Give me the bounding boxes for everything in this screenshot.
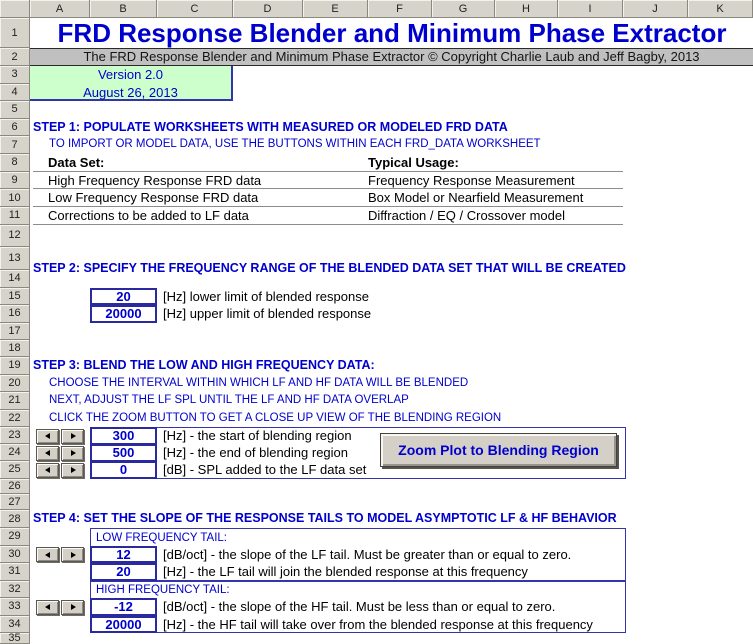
- spin-up-button[interactable]: [61, 429, 84, 444]
- row-header-cell[interactable]: 1: [0, 18, 30, 48]
- data-set-cell: Corrections to be added to LF data: [48, 208, 249, 223]
- lf-slope-label: [dB/oct] - the slope of the LF tail. Must be greater than or equal to zero.: [163, 546, 572, 562]
- row-header-cell[interactable]: 26: [0, 479, 30, 495]
- hf-slope-cell[interactable]: -12: [90, 598, 157, 616]
- left-triangle-icon: [42, 450, 50, 456]
- row-header-cell[interactable]: 27: [0, 494, 30, 510]
- copyright-bar: The FRD Response Blender and Minimum Phase Extractor © Copyright Charlie Laub and Jeff Bagby, 2013: [30, 48, 753, 66]
- lf-tail-title: LOW FREQUENCY TAIL:: [96, 531, 227, 544]
- spin-up-button[interactable]: [61, 600, 84, 615]
- row-header-cell[interactable]: 17: [0, 323, 30, 341]
- row-header-cell[interactable]: 25: [0, 461, 30, 479]
- row-header-cell[interactable]: 28: [0, 510, 30, 528]
- column-header-cell[interactable]: B: [90, 0, 157, 18]
- spin-up-button[interactable]: [61, 547, 84, 562]
- lf-spl-cell[interactable]: 0: [90, 461, 157, 479]
- table-row: [33, 172, 623, 190]
- blend-start-cell[interactable]: 300: [90, 427, 157, 445]
- spin-down-button[interactable]: [36, 429, 59, 444]
- row-header-cell[interactable]: 12: [0, 225, 30, 248]
- table-row: [33, 189, 623, 207]
- spin-up-button[interactable]: [61, 446, 84, 461]
- row-header-cell[interactable]: 8: [0, 154, 30, 172]
- lf-join-freq-label: [Hz] - the LF tail will join the blended response at this frequency: [163, 564, 528, 579]
- column-header-cell[interactable]: E: [303, 0, 368, 18]
- spin-up-button[interactable]: [61, 463, 84, 478]
- row-header-cell[interactable]: 15: [0, 288, 30, 306]
- hf-takeover-freq-label: [Hz] - the HF tail will take over from the blended response at this frequency: [163, 616, 593, 632]
- row-header-cell[interactable]: 13: [0, 247, 30, 270]
- lower-limit-label: [Hz] lower limit of blended response: [163, 288, 369, 304]
- column-header-cell[interactable]: C: [157, 0, 233, 18]
- version-date: August 26, 2013: [83, 84, 178, 100]
- row-header-cell[interactable]: 24: [0, 444, 30, 461]
- right-triangle-icon: [71, 604, 79, 610]
- select-all-corner[interactable]: [0, 0, 30, 18]
- row-header-cell[interactable]: 35: [0, 633, 30, 644]
- row-header-cell[interactable]: 4: [0, 84, 30, 102]
- column-header-cell[interactable]: J: [623, 0, 688, 18]
- row-header-cell[interactable]: 18: [0, 340, 30, 357]
- left-triangle-icon: [42, 433, 50, 439]
- column-header-cell[interactable]: A: [30, 0, 90, 18]
- row-header-cell[interactable]: 34: [0, 616, 30, 634]
- row-header-cell[interactable]: 20: [0, 375, 30, 393]
- row-header-cell[interactable]: 10: [0, 189, 30, 207]
- row-header-cell[interactable]: 7: [0, 136, 30, 154]
- row-header-cell[interactable]: 32: [0, 581, 30, 599]
- spin-down-button[interactable]: [36, 600, 59, 615]
- typical-usage-header: Typical Usage:: [368, 155, 459, 170]
- blend-end-cell[interactable]: 500: [90, 444, 157, 462]
- right-triangle-icon: [71, 450, 79, 456]
- left-triangle-icon: [42, 604, 50, 610]
- column-header-cell[interactable]: G: [432, 0, 495, 18]
- hf-slope-label: [dB/oct] - the slope of the HF tail. Must be less than or equal to zero.: [163, 599, 556, 614]
- data-set-cell: High Frequency Response FRD data: [48, 172, 262, 188]
- version-box: [30, 66, 233, 101]
- column-header-cell[interactable]: K: [688, 0, 753, 18]
- blend-end-label: [Hz] - the end of blending region: [163, 445, 349, 460]
- lf-spl-spinner: [36, 463, 84, 478]
- column-header-cell[interactable]: I: [558, 0, 623, 18]
- lf-spl-label: [dB] - SPL added to the LF data set: [163, 462, 367, 477]
- lf-slope-spinner: [36, 547, 84, 562]
- row-header-cell[interactable]: 5: [0, 101, 30, 119]
- row-header-cell[interactable]: 33: [0, 598, 30, 616]
- usage-cell: Frequency Response Measurement: [368, 172, 575, 188]
- row-header-cell[interactable]: 31: [0, 563, 30, 581]
- row-header-cell[interactable]: 30: [0, 546, 30, 564]
- table-header-row: [33, 154, 623, 172]
- step2-heading: STEP 2: SPECIFY THE FREQUENCY RANGE OF THE BLENDED DATA SET THAT WILL BE CREATED: [33, 261, 626, 275]
- lower-limit-cell[interactable]: 20: [90, 288, 157, 306]
- row-header-cell[interactable]: 23: [0, 427, 30, 444]
- row-header-cell[interactable]: 2: [0, 48, 30, 66]
- row-header-cell[interactable]: 16: [0, 305, 30, 323]
- step4-heading: STEP 4: SET THE SLOPE OF THE RESPONSE TAILS TO MODEL ASYMPTOTIC LF & HF BEHAVIOR: [33, 511, 617, 525]
- upper-limit-cell[interactable]: 20000: [90, 305, 157, 323]
- right-triangle-icon: [71, 467, 79, 473]
- spin-down-button[interactable]: [36, 463, 59, 478]
- step3-instruction: CHOOSE THE INTERVAL WITHIN WHICH LF AND HF DATA WILL BE BLENDED: [49, 376, 469, 389]
- step1-subheading: TO IMPORT OR MODEL DATA, USE THE BUTTONS WITHIN EACH FRD_DATA WORKSHEET: [49, 138, 541, 150]
- upper-limit-label: [Hz] upper limit of blended response: [163, 306, 372, 321]
- left-triangle-icon: [42, 552, 50, 558]
- column-header-cell[interactable]: H: [495, 0, 558, 18]
- table-row: [33, 207, 623, 225]
- hf-slope-spinner: [36, 600, 84, 615]
- right-triangle-icon: [71, 433, 79, 439]
- usage-cell: Box Model or Nearfield Measurement: [368, 190, 584, 205]
- hf-takeover-freq-cell[interactable]: 20000: [90, 616, 157, 634]
- right-triangle-icon: [71, 552, 79, 558]
- row-header-cell[interactable]: 19: [0, 357, 30, 375]
- data-set-header: Data Set:: [48, 155, 105, 170]
- version-number: Version 2.0: [97, 67, 164, 82]
- step3-heading: STEP 3: BLEND THE LOW AND HIGH FREQUENCY DATA:: [33, 358, 375, 372]
- row-header-cell[interactable]: 21: [0, 392, 30, 410]
- step3-instruction: CLICK THE ZOOM BUTTON TO GET A CLOSE UP VIEW OF THE BLENDING REGION: [49, 411, 502, 424]
- row-header-cell[interactable]: 6: [0, 119, 30, 137]
- blend-end-spinner: [36, 446, 84, 461]
- usage-cell: Diffraction / EQ / Crossover model: [368, 208, 565, 223]
- page-title: FRD Response Blender and Minimum Phase Extractor: [57, 18, 727, 48]
- column-header-cell[interactable]: D: [233, 0, 303, 18]
- data-set-cell: Low Frequency Response FRD data: [48, 190, 259, 205]
- lf-join-freq-cell[interactable]: 20: [90, 563, 157, 581]
- hf-tail-title: HIGH FREQUENCY TAIL:: [96, 584, 230, 596]
- blend-start-spinner: [36, 429, 84, 444]
- spin-down-button[interactable]: [36, 547, 59, 562]
- row-header-cell[interactable]: 29: [0, 528, 30, 546]
- left-triangle-icon: [42, 467, 50, 473]
- blend-start-label: [Hz] - the start of blending region: [163, 428, 352, 443]
- step3-instruction: NEXT, ADJUST THE LF SPL UNTIL THE LF AND HF DATA OVERLAP: [49, 394, 409, 406]
- row-header-cell[interactable]: 22: [0, 410, 30, 428]
- row-header-cell[interactable]: 3: [0, 66, 30, 84]
- row-header-cell[interactable]: 11: [0, 207, 30, 225]
- lf-slope-cell[interactable]: 12: [90, 546, 157, 564]
- column-header-cell[interactable]: F: [368, 0, 432, 18]
- zoom-plot-button[interactable]: Zoom Plot to Blending Region: [380, 433, 617, 467]
- spin-down-button[interactable]: [36, 446, 59, 461]
- row-header-cell[interactable]: 9: [0, 172, 30, 190]
- row-header-cell[interactable]: 14: [0, 270, 30, 288]
- step1-heading: STEP 1: POPULATE WORKSHEETS WITH MEASURED OR MODELED FRD DATA: [33, 119, 508, 134]
